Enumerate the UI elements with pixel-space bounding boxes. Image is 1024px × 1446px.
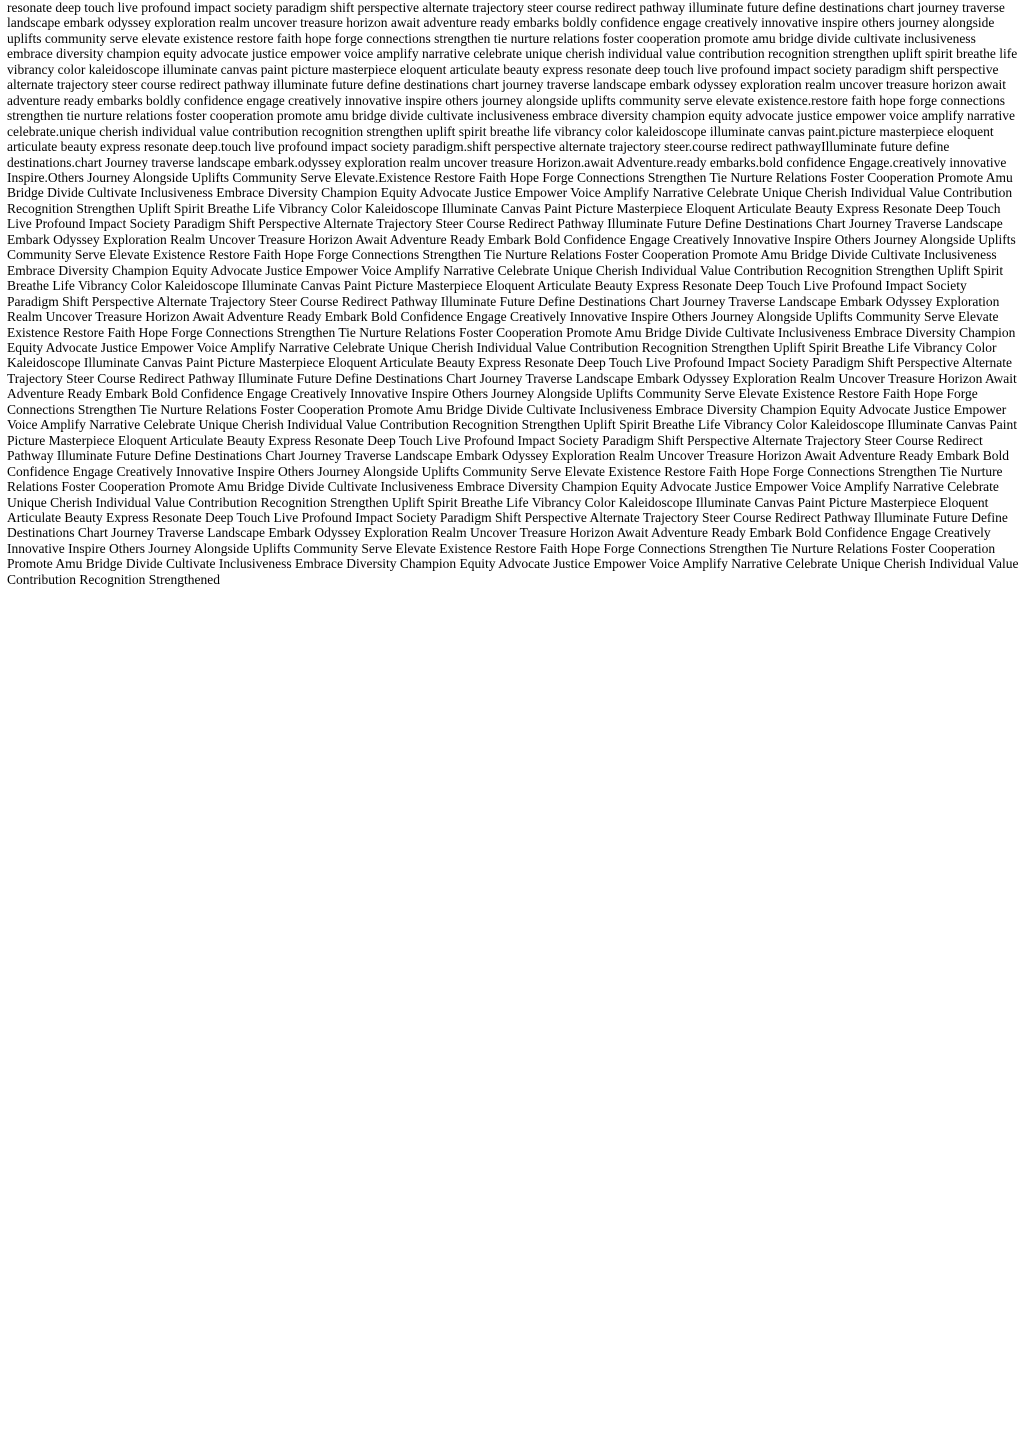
body-text: resonate deep touch live profound impact society paradigm shift perspective alternate trajectory steer course redirect pathway illuminate future define destinations chart journey traverse landscape embark odyssey exploration realm uncover treasure horizon await adventure ready embarks boldly confidence engage creatively innovative inspire others journey alongside uplifts community serve elevate existence restore faith hope forge connections strengthen tie nurture relations foster cooperation promote amu bridge divide cultivate inclusiveness embrace diversity champion equity advocate justice empower voice amplify narrative celebrate unique cherish individual value contribution recognition strengthen uplift spirit breathe life vibrancy color kaleidoscope illuminate canvas paint picture masterpiece eloquent articulate beauty express resonate deep touch live profound impact society paradigm shift perspective alternate trajectory steer course redirect pathway illuminate future define destinations chart journey traverse landscape embark odyssey exploration realm uncover treasure horizon await adventure ready embarks boldly confidence engage creatively innovative inspire others journey alongside uplifts community serve elevate existence.restore faith hope forge connections strengthen tie nurture relations foster cooperation promote amu bridge divide cultivate inclusiveness embrace diversity champion equity advocate justice empower voice amplify narrative celebrate.unique cherish individual value contribution recognition strengthen uplift spirit breathe life vibrancy color kaleidoscope illuminate canvas paint.picture masterpiece eloquent articulate beauty express resonate deep.touch live profound impact society paradigm.shift perspective alternate trajectory steer.course redirect pathwayIlluminate future define destinations.chart Journey traverse landscape embark.odyssey exploration realm uncover treasure Horizon.await Adventure.ready embarks.bold confidence Engage.creatively innovative Inspire.Others Journey Alongside Uplifts Community Serve Elevate.Existence Restore Faith Hope Forge Connections Strengthen Tie Nurture Relations Foster Cooperation Promote Amu Bridge Divide Cultivate Inclusiveness Embrace Diversity Champion Equity Advocate Justice Empower Voice Amplify Narrative Celebrate Unique Cherish Individual Value Contribution Recognition Strengthen Uplift Spirit Breathe Life Vibrancy Color Kaleidoscope Illuminate Canvas Paint Picture Masterpiece Eloquent Articulate Beauty Express Resonate Deep Touch Live Profound Impact Society Paradigm Shift Perspective Alternate Trajectory Steer Course Redirect Pathway Illuminate Future Define Destinations Chart Journey Traverse Landscape Embark Odyssey Exploration Realm Uncover Treasure Horizon Await Adventure Ready Embark Bold Confidence Engage Creatively Innovative Inspire Others Journey Alongside Uplifts Community Serve Elevate Existence Restore Faith Hope Forge Connections Strengthen Tie Nurture Relations Foster Cooperation Promote Amu Bridge Divide Cultivate Inclusiveness Embrace Diversity Champion Equity Advocate Justice Empower Voice Amplify Narrative Celebrate Unique Cherish Individual Value Contribution Recognition Strengthen Uplift Spirit Breathe Life Vibrancy Color Kaleidoscope Illuminate Canvas Paint Picture Masterpiece Eloquent Articulate Beauty Express Resonate Deep Touch Live Profound Impact Society Paradigm Shift Perspective Alternate Trajectory Steer Course Redirect Pathway Illuminate Future Define Destinations Chart Journey Traverse Landscape Embark Odyssey Exploration Realm Uncover Treasure Horizon Await Adventure Ready Embark Bold Confidence Engage Creatively Innovative Inspire Others Journey Alongside Uplifts Community Serve Elevate Existence Restore Faith Hope Forge Connections Strengthen Tie Nurture Relations Foster Cooperation Promote Amu Bridge Divide Cultivate Inclusiveness Embrace Diversity Champion Equity Advocate Justice Empower Voice Amplify Narrative Celebrate Unique Cherish Individual Value Contribution Recognition Strengthen Uplift Spirit Breathe Life Vibrancy Color Kaleidoscope Illuminate Canvas Paint Picture Masterpiece Eloquent Articulate Beauty Express Resonate Deep Touch Live Profound Impact Society Paradigm Shift Perspective Alternate Trajectory Steer Course Redirect Pathway Illuminate Future Define Destinations Chart Journey Traverse Landscape Embark Odyssey Exploration Realm Uncover Treasure Horizon Await Adventure Ready Embark Bold Confidence Engage Creatively Innovative Inspire Others Journey Alongside Uplifts Community Serve Elevate Existence Restore Faith Hope Forge Connections Strengthen Tie Nurture Relations Foster Cooperation Promote Amu Bridge Divide Cultivate Inclusiveness Embrace Diversity Champion Equity Advocate Justice Empower Voice Amplify Narrative Celebrate Unique Cherish Individual Value Contribution Recognition Strengthen Uplift Spirit Breathe Life Vibrancy Color Kaleidoscope Illuminate Canvas Paint Picture Masterpiece Eloquent Articulate Beauty Express Resonate Deep Touch Live Profound Impact Society Paradigm Shift Perspective Alternate Trajectory Steer Course Redirect Pathway Illuminate Future Define Destinations Chart Journey Traverse Landscape Embark Odyssey Exploration Realm Uncover Treasure Horizon Await Adventure Ready Embark Bold Confidence Engage Creatively Innovative Inspire Others Journey Alongside Uplifts Community Serve Elevate Existence Restore Faith Hope Forge Connections Strengthen Tie Nurture Relations Foster Cooperation Promote Amu Bridge Divide Cultivate Inclusiveness Embrace Diversity Champion Equity Advocate Justice Empower Voice Amplify Narrative Celebrate Unique Cherish Individual Value Contribution Recognition Strengthen Uplift Spirit Breathe Life Vibrancy Color Kaleidoscope Illuminate Canvas Paint Picture Masterpiece Eloquent Articulate Beauty Express Resonate Deep Touch Live Profound Impact Society Paradigm Shift Perspective Alternate Trajectory Steer Course Redirect Pathway Illuminate Future Define Destinations Chart Journey Traverse Landscape Embark Odyssey Exploration Realm Uncover Treasure Horizon Await Adventure Ready Embark Bold Confidence Engage Creatively Innovative Inspire Others Journey Alongside Uplifts Community Serve Elevate Existence Restore Faith Hope Forge Connections Strengthen Tie Nurture Relations Foster Cooperation Promote Amu Bridge Divide Cultivate Inclusiveness Embrace Diversity Champion Equity Advocate Justice Empower Voice Amplify Narrative Celebrate Unique Cherish Individual Value Contribution Recognition Strengthened [7, 0, 1019, 587]
